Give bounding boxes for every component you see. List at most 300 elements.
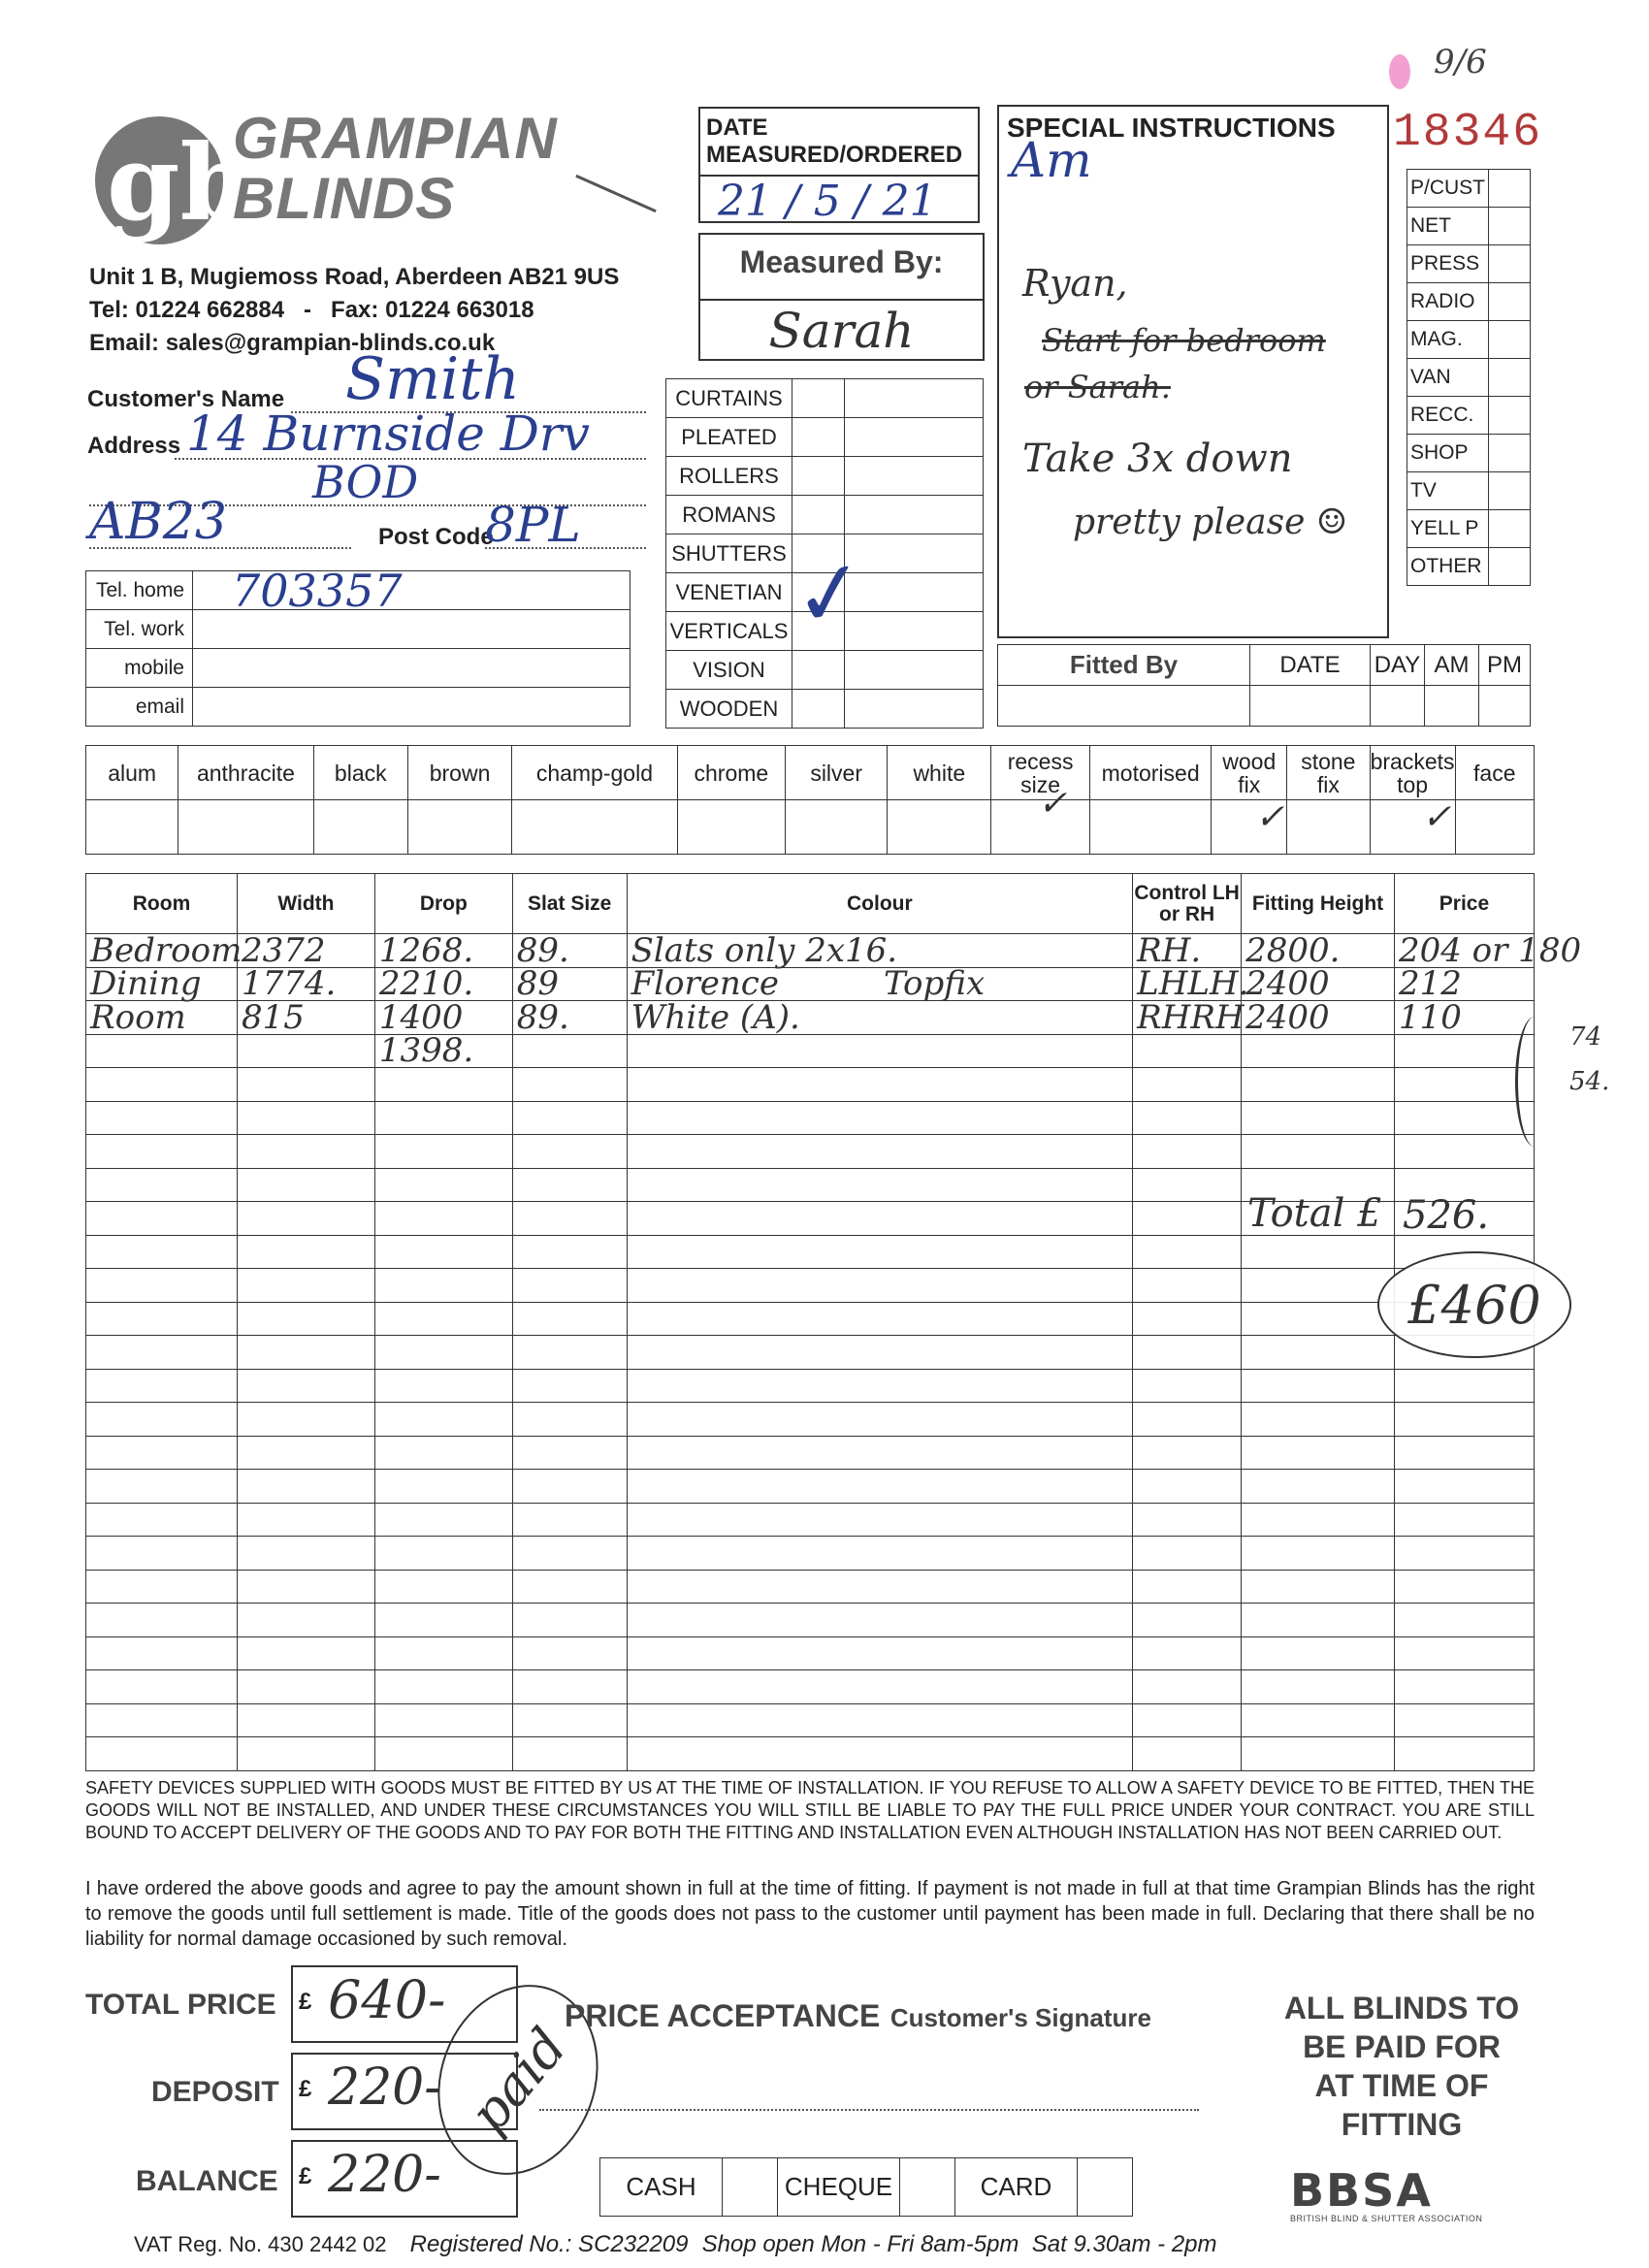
order-cell-empty[interactable] xyxy=(86,1369,238,1403)
source-row xyxy=(1407,397,1531,435)
order-cell-empty[interactable] xyxy=(374,1604,512,1637)
order-cell-empty[interactable] xyxy=(238,1135,375,1169)
special-line-1[interactable]: Ryan, xyxy=(1022,262,1128,305)
customer-name[interactable]: Smith xyxy=(345,345,520,413)
fitted-day-value[interactable] xyxy=(1371,686,1425,727)
order-cell-empty[interactable] xyxy=(1394,1604,1534,1637)
source-checkbox[interactable] xyxy=(1489,359,1531,397)
order-row xyxy=(86,1503,1535,1537)
order-row xyxy=(86,967,1535,1001)
order-cell-empty[interactable] xyxy=(1394,1503,1534,1537)
source-label: OTHER xyxy=(1407,548,1489,586)
order-cell-empty[interactable] xyxy=(1242,1135,1395,1169)
order-cell-empty[interactable] xyxy=(238,1168,375,1202)
order-cell-empty[interactable] xyxy=(1394,1703,1534,1737)
order-cell-empty[interactable] xyxy=(512,1570,627,1604)
order-cell-empty[interactable] xyxy=(1242,1336,1395,1370)
order-cell-empty[interactable] xyxy=(1242,1503,1395,1537)
product-checkbox[interactable] xyxy=(792,379,845,418)
order-cell-empty[interactable] xyxy=(1394,1670,1534,1704)
special-am[interactable]: Am xyxy=(1011,132,1092,188)
order-cell-empty[interactable] xyxy=(627,1269,1133,1303)
product-row xyxy=(666,496,984,535)
order-cell-empty[interactable] xyxy=(627,1537,1133,1571)
order-cell-empty[interactable] xyxy=(627,1636,1133,1670)
order-cell-empty[interactable] xyxy=(86,1604,238,1637)
finish-checkbox[interactable] xyxy=(86,800,178,855)
order-cell-empty[interactable] xyxy=(1394,1537,1534,1571)
order-cell-empty[interactable] xyxy=(238,1503,375,1537)
order-cell[interactable]: 110 xyxy=(1394,1001,1534,1035)
order-cell-empty[interactable] xyxy=(238,1202,375,1236)
order-cell-empty[interactable] xyxy=(1133,1403,1242,1437)
order-cell-empty[interactable] xyxy=(86,1737,238,1771)
payment-checkbox[interactable] xyxy=(723,2158,778,2217)
order-cell[interactable] xyxy=(86,1034,238,1068)
order-cell-empty[interactable] xyxy=(627,1470,1133,1504)
order-cell-empty[interactable] xyxy=(238,1101,375,1135)
phone-table xyxy=(85,564,630,727)
order-cell-empty[interactable] xyxy=(86,1101,238,1135)
order-cell-empty[interactable] xyxy=(374,1436,512,1470)
source-checkbox[interactable] xyxy=(1489,245,1531,283)
order-cell[interactable]: 815 xyxy=(238,1001,375,1035)
order-cell-empty[interactable] xyxy=(374,1670,512,1704)
order-cell-empty[interactable] xyxy=(1242,1604,1395,1637)
source-checkbox[interactable] xyxy=(1489,283,1531,321)
order-cell[interactable]: Dining xyxy=(86,967,238,1001)
finish-checkbox[interactable] xyxy=(888,800,991,855)
finish-checkbox[interactable] xyxy=(1287,800,1371,855)
order-cell-empty[interactable] xyxy=(86,1135,238,1169)
order-cell[interactable]: LHLH. xyxy=(1133,967,1242,1001)
order-cell-empty[interactable] xyxy=(1394,1636,1534,1670)
order-cell-empty[interactable] xyxy=(86,1403,238,1437)
order-cell-empty[interactable] xyxy=(1133,1737,1242,1771)
order-cell-empty[interactable] xyxy=(374,1636,512,1670)
order-cell-empty[interactable] xyxy=(1133,1168,1242,1202)
date-value[interactable]: 21 / 5 / 21 xyxy=(718,177,937,226)
order-cell-empty[interactable] xyxy=(1394,1403,1534,1437)
order-cell-empty[interactable] xyxy=(1133,1703,1242,1737)
order-cell-empty[interactable] xyxy=(512,1636,627,1670)
order-cell[interactable]: 1398. xyxy=(374,1034,512,1068)
product-checkbox[interactable] xyxy=(792,418,845,457)
order-cell-empty[interactable] xyxy=(1133,1068,1242,1102)
order-cell-empty[interactable] xyxy=(1394,1135,1534,1169)
order-cell[interactable]: Room xyxy=(86,1001,238,1035)
source-row xyxy=(1407,170,1531,208)
order-cell-empty[interactable] xyxy=(512,1604,627,1637)
order-cell-empty[interactable] xyxy=(1242,1403,1395,1437)
order-cell-empty[interactable] xyxy=(1242,1703,1395,1737)
order-cell-empty[interactable] xyxy=(627,1403,1133,1437)
order-cell[interactable]: 89. xyxy=(512,934,627,968)
source-checkbox[interactable] xyxy=(1489,208,1531,245)
order-cell-empty[interactable] xyxy=(512,1403,627,1437)
order-cell-empty[interactable] xyxy=(1242,1636,1395,1670)
order-cell-empty[interactable] xyxy=(374,1703,512,1737)
product-checkbox[interactable] xyxy=(792,496,845,535)
product-label: VERTICALS xyxy=(666,612,792,651)
order-cell-empty[interactable] xyxy=(627,1101,1133,1135)
order-cell-empty[interactable] xyxy=(238,1369,375,1403)
order-cell-empty[interactable] xyxy=(86,1302,238,1336)
order-cell[interactable] xyxy=(1133,1034,1242,1068)
measured-by-value[interactable]: Sarah xyxy=(768,303,915,359)
order-cell[interactable]: 2400 xyxy=(1242,1001,1395,1035)
source-label: RECC. xyxy=(1407,397,1489,435)
order-cell-empty[interactable] xyxy=(627,1570,1133,1604)
order-cell-empty[interactable] xyxy=(86,1570,238,1604)
phone-row xyxy=(86,571,630,610)
company-logo xyxy=(89,105,254,250)
order-cell-empty[interactable] xyxy=(1133,1135,1242,1169)
product-checkbox[interactable] xyxy=(792,457,845,496)
order-cell-empty[interactable] xyxy=(1242,1068,1395,1102)
phone-value[interactable] xyxy=(193,688,630,727)
order-cell-empty[interactable] xyxy=(238,1470,375,1504)
finish-checkbox[interactable] xyxy=(677,800,785,855)
order-header: Drop xyxy=(374,874,512,934)
bbsa-text: BRITISH BLIND & SHUTTER ASSOCIATION xyxy=(1290,2214,1483,2223)
order-cell-empty[interactable] xyxy=(627,1737,1133,1771)
order-cell-empty[interactable] xyxy=(1133,1235,1242,1269)
order-cell-empty[interactable] xyxy=(1133,1537,1242,1571)
source-checkbox[interactable] xyxy=(1489,548,1531,586)
order-cell-empty[interactable] xyxy=(627,1503,1133,1537)
order-cell-empty[interactable] xyxy=(238,1269,375,1303)
order-cell-empty[interactable] xyxy=(1394,1068,1534,1102)
order-cell-empty[interactable] xyxy=(1242,1537,1395,1571)
order-cell-empty[interactable] xyxy=(512,1503,627,1537)
payment-checkbox[interactable] xyxy=(1078,2158,1133,2217)
order-cell-empty[interactable] xyxy=(374,1503,512,1537)
total-label: Total £ xyxy=(1247,1191,1382,1236)
footer-reg: Registered No.: SC232209 xyxy=(409,2231,689,2257)
order-cell-empty[interactable] xyxy=(512,1537,627,1571)
order-cell-empty[interactable] xyxy=(86,1470,238,1504)
order-cell[interactable] xyxy=(1242,1034,1395,1068)
order-cell-empty[interactable] xyxy=(1242,1302,1395,1336)
order-cell-empty[interactable] xyxy=(374,1135,512,1169)
order-cell-empty[interactable] xyxy=(627,1235,1133,1269)
order-cell-empty[interactable] xyxy=(512,1670,627,1704)
order-cell-empty[interactable] xyxy=(86,1068,238,1102)
company-address: Unit 1 B, Mugiemoss Road, Aberdeen AB21 9US xyxy=(89,264,620,290)
order-cell-empty[interactable] xyxy=(86,1235,238,1269)
order-cell-empty[interactable] xyxy=(1133,1503,1242,1537)
order-cell[interactable]: 2800. xyxy=(1242,934,1395,968)
source-label: NET xyxy=(1407,208,1489,245)
order-cell-empty[interactable] xyxy=(1133,1369,1242,1403)
order-cell[interactable] xyxy=(1394,1034,1534,1068)
order-cell[interactable]: White (A). xyxy=(627,1001,1133,1035)
finish-checkbox[interactable] xyxy=(512,800,677,855)
order-cell-empty[interactable] xyxy=(86,1537,238,1571)
order-row xyxy=(86,1034,1535,1068)
order-cell-empty[interactable] xyxy=(1133,1470,1242,1504)
order-cell[interactable]: Bedroom xyxy=(86,934,238,968)
order-cell-empty[interactable] xyxy=(512,1470,627,1504)
order-cell[interactable]: 89 xyxy=(512,967,627,1001)
order-cell[interactable] xyxy=(238,1034,375,1068)
order-cell-empty[interactable] xyxy=(512,1369,627,1403)
order-header: Width xyxy=(238,874,375,934)
source-checkbox[interactable] xyxy=(1489,321,1531,359)
order-cell-empty[interactable] xyxy=(238,1537,375,1571)
phone-value[interactable] xyxy=(193,649,630,688)
order-cell-empty[interactable] xyxy=(238,1302,375,1336)
order-cell-empty[interactable] xyxy=(1242,1369,1395,1403)
product-label: VENETIAN xyxy=(666,573,792,612)
balance-value[interactable]: 220- xyxy=(328,2146,441,2204)
order-cell[interactable]: Florence Topfix xyxy=(627,967,1133,1001)
order-cell-empty[interactable] xyxy=(1133,1269,1242,1303)
finish-checkbox[interactable] xyxy=(407,800,511,855)
order-cell[interactable] xyxy=(512,1034,627,1068)
order-cell-empty[interactable] xyxy=(627,1168,1133,1202)
order-cell-empty[interactable] xyxy=(1133,1101,1242,1135)
order-cell-empty[interactable] xyxy=(512,1302,627,1336)
order-cell-empty[interactable] xyxy=(238,1670,375,1704)
order-cell-empty[interactable] xyxy=(1394,1101,1534,1135)
order-cell-empty[interactable] xyxy=(86,1269,238,1303)
order-cell-empty[interactable] xyxy=(374,1068,512,1102)
finish-checkbox[interactable] xyxy=(1089,800,1212,855)
source-checkbox[interactable] xyxy=(1489,170,1531,208)
postcode-b[interactable]: 8PL xyxy=(485,497,581,553)
order-cell-empty[interactable] xyxy=(512,1202,627,1236)
deposit-value[interactable]: 220- xyxy=(328,2058,441,2117)
order-cell-empty[interactable] xyxy=(1133,1336,1242,1370)
order-row xyxy=(86,1369,1535,1403)
notice-line-4: FITTING xyxy=(1341,2107,1463,2142)
address-value-1[interactable]: 14 Burnside Drv xyxy=(186,405,590,462)
source-checkbox[interactable] xyxy=(1489,435,1531,472)
order-cell-empty[interactable] xyxy=(238,1703,375,1737)
order-cell-empty[interactable] xyxy=(512,1269,627,1303)
order-cell[interactable]: RHRH xyxy=(1133,1001,1242,1035)
phone-value[interactable]: 703357 xyxy=(193,571,630,610)
order-cell-empty[interactable] xyxy=(512,1336,627,1370)
order-cell-empty[interactable] xyxy=(1394,1436,1534,1470)
finish-label: brown xyxy=(407,746,511,800)
order-row xyxy=(86,934,1535,968)
order-cell-empty[interactable] xyxy=(1242,1470,1395,1504)
order-cell-empty[interactable] xyxy=(238,1436,375,1470)
finish-checkbox[interactable] xyxy=(178,800,313,855)
order-cell-empty[interactable] xyxy=(238,1403,375,1437)
order-row xyxy=(86,1737,1535,1771)
order-cell-empty[interactable] xyxy=(1133,1436,1242,1470)
payment-checkbox[interactable] xyxy=(900,2158,955,2217)
finish-tick-wood: ✓ xyxy=(1255,797,1285,837)
special-line-3[interactable]: or Sarah. xyxy=(1024,369,1171,405)
order-row xyxy=(86,1135,1535,1169)
order-cell-empty[interactable] xyxy=(512,1436,627,1470)
price-side-note-2: 54. xyxy=(1569,1067,1610,1096)
order-cell-empty[interactable] xyxy=(627,1302,1133,1336)
order-cell[interactable]: 1774. xyxy=(238,967,375,1001)
order-row xyxy=(86,1436,1535,1470)
order-cell-empty[interactable] xyxy=(1242,1101,1395,1135)
order-cell[interactable]: 204 or 180 xyxy=(1394,934,1534,968)
product-qty[interactable] xyxy=(845,496,984,535)
product-qty[interactable] xyxy=(845,535,984,573)
order-cell-empty[interactable] xyxy=(512,1135,627,1169)
source-checkbox[interactable] xyxy=(1489,472,1531,510)
order-cell-empty[interactable] xyxy=(238,1636,375,1670)
order-row xyxy=(86,1703,1535,1737)
order-cell-empty[interactable] xyxy=(374,1570,512,1604)
postcode-a[interactable]: AB23 xyxy=(89,493,227,551)
source-checkbox[interactable] xyxy=(1489,510,1531,548)
order-cell-empty[interactable] xyxy=(1242,1670,1395,1704)
order-header: Fitting Height xyxy=(1242,874,1395,934)
order-cell-empty[interactable] xyxy=(627,1369,1133,1403)
special-line-5[interactable]: pretty please ☺ xyxy=(1073,502,1348,542)
order-cell-empty[interactable] xyxy=(374,1202,512,1236)
finish-label: motorised xyxy=(1089,746,1212,800)
order-cell-empty[interactable] xyxy=(512,1168,627,1202)
order-cell-empty[interactable] xyxy=(627,1336,1133,1370)
order-cell-empty[interactable] xyxy=(1133,1202,1242,1236)
order-cell-empty[interactable] xyxy=(1394,1369,1534,1403)
order-cell-empty[interactable] xyxy=(86,1670,238,1704)
order-cell-empty[interactable] xyxy=(374,1470,512,1504)
source-checkbox[interactable] xyxy=(1489,397,1531,435)
order-cell-empty[interactable] xyxy=(374,1269,512,1303)
order-cell-empty[interactable] xyxy=(374,1101,512,1135)
order-cell-empty[interactable] xyxy=(86,1636,238,1670)
product-checkbox[interactable] xyxy=(792,690,845,729)
order-cell[interactable]: 212 xyxy=(1394,967,1534,1001)
product-qty[interactable] xyxy=(845,651,984,690)
order-cell-empty[interactable] xyxy=(86,1703,238,1737)
order-cell-empty[interactable] xyxy=(512,1737,627,1771)
order-cell-empty[interactable] xyxy=(238,1604,375,1637)
product-qty[interactable] xyxy=(845,379,984,418)
order-cell-empty[interactable] xyxy=(1394,1570,1534,1604)
order-cell-empty[interactable] xyxy=(627,1604,1133,1637)
address-label: Address xyxy=(87,433,181,459)
pen-mark xyxy=(575,175,656,212)
order-cell-empty[interactable] xyxy=(238,1068,375,1102)
order-cell[interactable]: 2372 xyxy=(238,934,375,968)
order-cell-empty[interactable] xyxy=(1242,1570,1395,1604)
order-cell-empty[interactable] xyxy=(512,1703,627,1737)
product-qty[interactable] xyxy=(845,690,984,729)
order-cell[interactable]: 2210. xyxy=(374,967,512,1001)
order-cell-empty[interactable] xyxy=(1133,1604,1242,1637)
order-cell-empty[interactable] xyxy=(374,1369,512,1403)
fitted-am-value[interactable] xyxy=(1425,686,1479,727)
order-cell-empty[interactable] xyxy=(1394,1470,1534,1504)
order-cell-empty[interactable] xyxy=(1242,1737,1395,1771)
paid-text: paid xyxy=(457,2016,579,2144)
order-cell-empty[interactable] xyxy=(86,1336,238,1370)
order-cell-empty[interactable] xyxy=(86,1168,238,1202)
product-checkbox[interactable] xyxy=(792,651,845,690)
finish-checkbox[interactable] xyxy=(313,800,407,855)
order-cell-empty[interactable] xyxy=(238,1336,375,1370)
order-cell-empty[interactable] xyxy=(512,1101,627,1135)
order-cell[interactable]: 89. xyxy=(512,1001,627,1035)
order-cell-empty[interactable] xyxy=(374,1537,512,1571)
order-cell-empty[interactable] xyxy=(1242,1436,1395,1470)
company-name-line1: GRAMPIAN xyxy=(233,106,558,171)
payment-method-cash: CASH xyxy=(600,2158,723,2217)
order-cell[interactable]: RH. xyxy=(1133,934,1242,968)
finish-checkbox[interactable] xyxy=(1455,800,1534,855)
order-cell-empty[interactable] xyxy=(374,1336,512,1370)
order-cell-empty[interactable] xyxy=(86,1202,238,1236)
order-cell-empty[interactable] xyxy=(238,1737,375,1771)
order-cell-empty[interactable] xyxy=(627,1068,1133,1102)
product-row xyxy=(666,651,984,690)
order-cell-empty[interactable] xyxy=(512,1235,627,1269)
order-cell-empty[interactable] xyxy=(627,1135,1133,1169)
price-bracket xyxy=(1515,1017,1554,1147)
order-cell-empty[interactable] xyxy=(1133,1570,1242,1604)
fitted-pm-value[interactable] xyxy=(1479,686,1531,727)
order-cell[interactable] xyxy=(627,1034,1133,1068)
order-cell-empty[interactable] xyxy=(1133,1636,1242,1670)
order-cell-empty[interactable] xyxy=(86,1436,238,1470)
date-box xyxy=(698,107,980,226)
order-cell-empty[interactable] xyxy=(1133,1670,1242,1704)
order-cell-empty[interactable] xyxy=(238,1570,375,1604)
logo-letters: gb xyxy=(107,122,254,244)
special-line-4[interactable]: Take 3x down xyxy=(1022,437,1293,481)
payment-method-card: CARD xyxy=(954,2158,1077,2217)
order-cell-empty[interactable] xyxy=(1242,1235,1395,1269)
fitted-by-value[interactable] xyxy=(998,686,1250,727)
order-cell[interactable]: 1268. xyxy=(374,934,512,968)
signature-line[interactable] xyxy=(539,2109,1199,2111)
order-cell-empty[interactable] xyxy=(1242,1269,1395,1303)
order-cell[interactable]: 2400 xyxy=(1242,967,1395,1001)
product-qty[interactable] xyxy=(845,418,984,457)
address-value-2[interactable]: BOD xyxy=(312,456,419,508)
product-qty[interactable] xyxy=(845,457,984,496)
order-cell-empty[interactable] xyxy=(512,1068,627,1102)
order-cell[interactable]: Slats only 2x16. xyxy=(627,934,1133,968)
order-cell-empty[interactable] xyxy=(86,1503,238,1537)
order-row xyxy=(86,1403,1535,1437)
order-cell-empty[interactable] xyxy=(374,1168,512,1202)
order-cell-empty[interactable] xyxy=(374,1235,512,1269)
fitted-date-value[interactable] xyxy=(1250,686,1371,727)
order-cell-empty[interactable] xyxy=(238,1235,375,1269)
order-cell-empty[interactable] xyxy=(627,1436,1133,1470)
order-cell-empty[interactable] xyxy=(374,1737,512,1771)
order-cell-empty[interactable] xyxy=(627,1703,1133,1737)
order-cell-empty[interactable] xyxy=(374,1302,512,1336)
product-label: PLEATED xyxy=(666,418,792,457)
order-cell-empty[interactable] xyxy=(627,1670,1133,1704)
order-cell[interactable]: 1400 xyxy=(374,1001,512,1035)
order-cell-empty[interactable] xyxy=(1133,1302,1242,1336)
special-line-2[interactable]: Start for bedroom xyxy=(1042,322,1326,359)
finish-checkbox[interactable] xyxy=(786,800,888,855)
total-price-value[interactable]: 640- xyxy=(328,1969,446,2030)
order-cell-empty[interactable] xyxy=(374,1403,512,1437)
order-cell-empty[interactable] xyxy=(627,1202,1133,1236)
order-row xyxy=(86,1336,1535,1370)
order-cell-empty[interactable] xyxy=(1394,1737,1534,1771)
